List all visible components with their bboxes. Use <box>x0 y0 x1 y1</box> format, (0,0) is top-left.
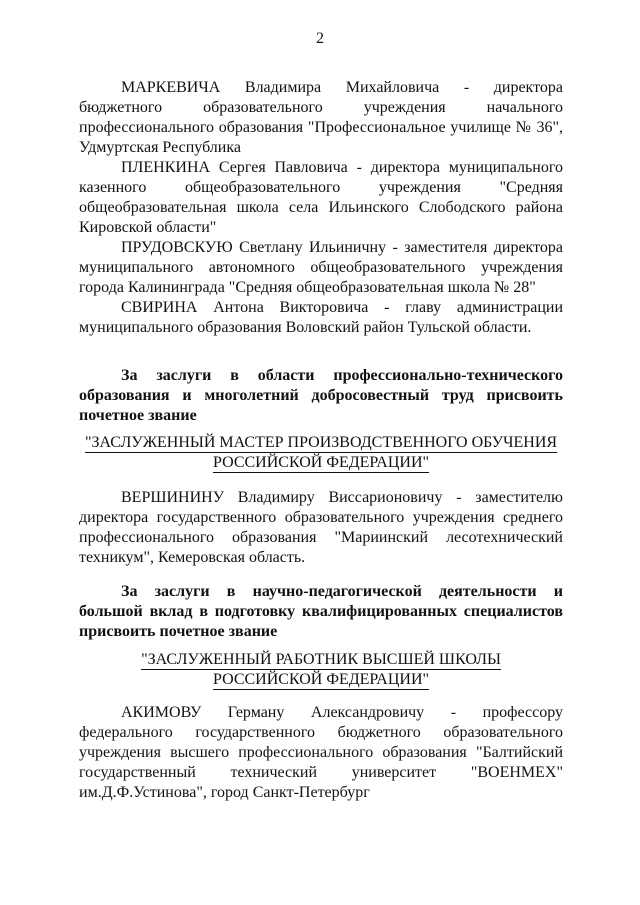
award-paragraph: ВЕРШИНИНУ Владимиру Виссарионовичу - заместителю директора государственного образовательного учреждения среднего профессионального образования "Мариинский лесотехнический техникум", Кемеровская область. <box>79 489 563 566</box>
section-1-paragraph-block <box>79 488 563 568</box>
section-heading: За заслуги в области профессионально-технического образования и многолетний добросовестный труд присвоить почетное звание <box>79 367 563 424</box>
section-2-title-block <box>79 650 563 690</box>
section-2-paragraph-block <box>79 703 563 803</box>
honorary-title-line: РОССИЙСКОЙ ФЕДЕРАЦИИ" <box>212 671 430 688</box>
award-paragraph: ПЛЕНКИНА Сергея Павловича - директора муниципального казенного общеобразовательного учреждения "Средняя общеобразовательная школа села Ильинского Слободского района Кировской области" <box>79 159 563 236</box>
honorary-title-line: РОССИЙСКОЙ ФЕДЕРАЦИИ" <box>212 454 430 471</box>
honorary-title-line: "ЗАСЛУЖЕННЫЙ МАСТЕР ПРОИЗВОДСТВЕННОГО ОБУЧЕНИЯ <box>84 434 558 451</box>
award-list-block <box>79 78 563 338</box>
honorary-title-line: "ЗАСЛУЖЕННЫЙ РАБОТНИК ВЫСШЕЙ ШКОЛЫ <box>141 651 501 668</box>
honorary-title <box>79 433 563 473</box>
section-1-heading-block <box>79 366 563 426</box>
section-1-title-block <box>79 433 563 473</box>
honorary-title <box>79 650 563 690</box>
award-paragraph: ПРУДОВСКУЮ Светлану Ильиничну - заместителя директора муниципального автономного общеобразовательного учреждения города Калининграда "Средняя общеобразовательная школа № 28" <box>79 239 563 296</box>
section-2-heading-block <box>79 582 563 642</box>
award-paragraph: СВИРИНА Антона Викторовича - главу администрации муниципального образования Воловский район Тульской области. <box>79 299 563 336</box>
section-heading: За заслуги в научно-педагогической деятельности и большой вклад в подготовку квалифицированных специалистов присвоить почетное звание <box>79 583 563 640</box>
award-paragraph: АКИМОВУ Герману Александровичу - профессору федерального государственного бюджетного образовательного учреждения высшего профессионального образования "Балтийский государственный технический университет "ВОЕНМЕХ" им.Д.Ф.Устинова", город Санкт-Петербург <box>79 704 563 801</box>
award-paragraph: МАРКЕВИЧА Владимира Михайловича - директора бюджетного образовательного учреждения начального профессионального образования "Профессиональное училище № 36", Удмуртская Республика <box>79 79 563 156</box>
page-number: 2 <box>316 30 324 47</box>
